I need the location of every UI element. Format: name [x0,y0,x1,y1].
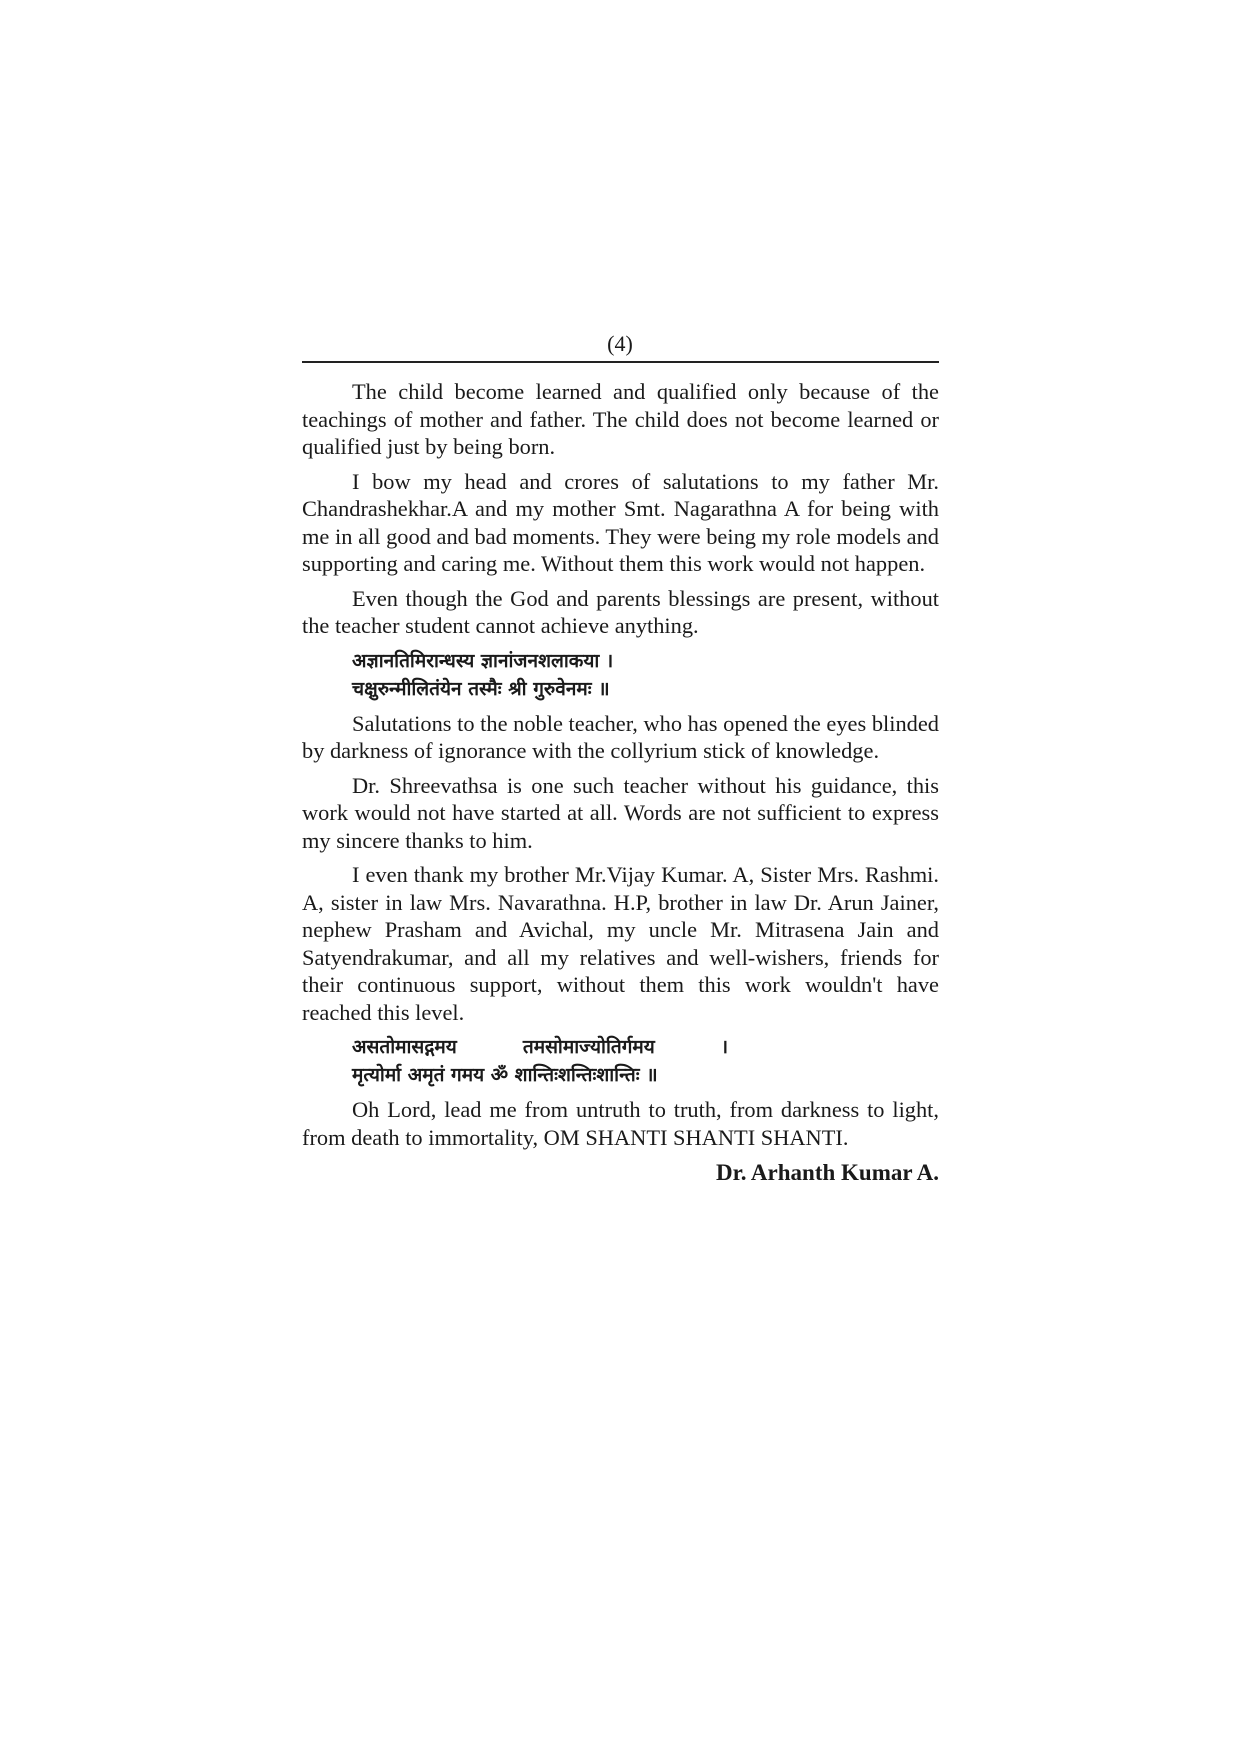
page-number: (4) [607,331,633,356]
paragraph-thanks-family: I even thank my brother Mr.Vijay Kumar. A, Sister Mrs. Rashmi. A, sister in law Mrs. Navarathna. H.P, brother in law Dr. Arun Jainer, nephew Prasham and Avichal, my uncle Mr. Mitrasena Jain and Satyendrakumar, and all my relatives and well-wishers, friends for their continuous support, without them this work wouldn't have reached this level. [302,862,939,1025]
verse-line: मृत्योर्मा अमृतं गमय ॐ शान्तिःशन्तिःशान्तिः ॥ [352,1064,658,1086]
paragraph-verse-translation: Salutations to the noble teacher, who has opened the eyes blinded by darkness of ignorance with the collyrium stick of knowledge. [302,710,939,763]
paragraph-prayer-translation: Oh Lord, lead me from untruth to truth, from darkness to light, from death to immortality, OM SHANTI SHANTI SHANTI. [302,1097,939,1150]
author-signature: Dr. Arhanth Kumar A. [715,1160,939,1185]
header-rule [302,361,939,363]
sanskrit-verse-guru [352,647,939,703]
verse-line: अज्ञानतिमिरान्धस्य ज्ञानांजनशलाकया । [352,649,614,672]
paragraph-parents-teaching: The child become learned and qualified only because of the teachings of mother and father. The child does not become learned or qualified just by being born. [302,379,939,459]
verse-line: चक्षुरुन्मीलितंयेन तस्मैः श्री गुरुवेनमः ॥ [352,677,610,700]
verse-line: असतोमासद्गमय तमसोमाज्योतिर्गमय । [352,1036,729,1058]
paragraph-thanks-parents: I bow my head and crores of salutations to my father Mr. Chandrashekhar.A and my mother Smt. Nagarathna A for being with me in all good and bad moments. They were being my role models and supporting and caring me. Without them this work would not happen. [302,468,939,576]
page-body [302,378,939,1188]
paragraph-thanks-guide: Dr. Shreevathsa is one such teacher without his guidance, this work would not have started at all. Words are not sufficient to express my sincere thanks to him. [302,772,939,853]
paragraph-teacher-importance: Even though the God and parents blessings are present, without the teacher student cannot achieve anything. [302,585,939,638]
sanskrit-verse-shanti [352,1033,939,1089]
